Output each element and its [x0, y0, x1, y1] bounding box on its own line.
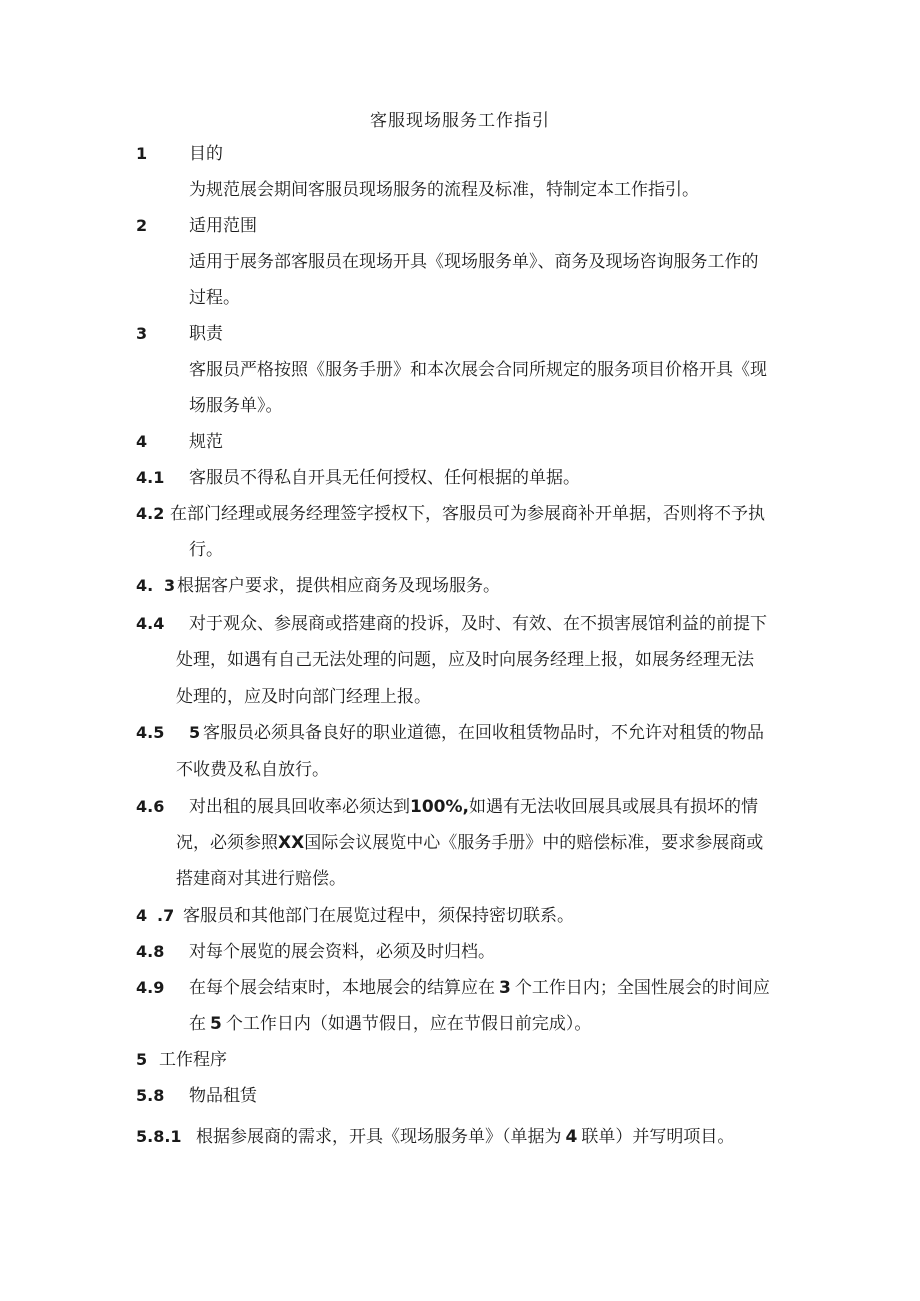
item-4-3-text: 根据客户要求，提供相应商务及现场服务。 [177, 576, 500, 596]
document-title: 客服现场服务工作指引 [370, 111, 550, 131]
item-5-8-heading: 物品租赁 [189, 1086, 257, 1106]
item-5-8-1-copies: 4 [565, 1127, 578, 1147]
section-1-number: 1 [136, 144, 148, 163]
item-4-5-number-part: 5 [189, 723, 201, 742]
item-4-4-text-line-1: 对于观众、参展商或搭建商的投诉，及时、有效、在不损害展馆利益的前提下 [189, 614, 767, 634]
item-4-6-text-line-1 [189, 795, 758, 819]
item-4-6-text-line-2-a: 况，必须参照 [176, 833, 278, 853]
section-3-heading: 职责 [189, 324, 223, 344]
item-4-4-text-line-2: 处理，如遇有自己无法处理的问题，应及时向展务经理上报，如展务经理无法 [176, 650, 754, 670]
item-5-8-1-text-a: 根据参展商的需求，开具《现场服务单》（单据为 [196, 1127, 562, 1147]
item-4-9-text-line-2 [189, 1012, 591, 1036]
item-4-6-text-line-2 [176, 831, 763, 855]
item-4-1-text: 客服员不得私自开具无任何授权、任何根据的单据。 [189, 468, 580, 488]
section-2-body-line-2: 过程。 [189, 288, 240, 308]
item-4-9-days-national: 5 [210, 1014, 222, 1034]
item-4-9-text-line-1 [189, 976, 770, 1000]
item-4-5-number: 4.5 [136, 723, 165, 742]
item-5-8-number: 5.8 [136, 1086, 165, 1105]
item-4-5-text-line-2: 不收费及私自放行。 [176, 760, 329, 780]
item-4-6-text-line-1-a: 对出租的展具回收率必须达到 [189, 797, 410, 817]
item-4-6-text-line-1-b: 如遇有无法收回展具或展具有损坏的情 [468, 797, 758, 817]
section-3-number: 3 [136, 324, 148, 343]
item-4-4-number: 4.4 [136, 614, 165, 633]
item-5-8-1-text [196, 1125, 734, 1149]
section-5-heading: 工作程序 [159, 1050, 227, 1070]
item-4-6-text-line-2-b: 国际会议展览中心《服务手册》中的赔偿标准，要求参展商或 [304, 833, 764, 853]
section-2-body-line-1: 适用于展务部客服员在现场开具《现场服务单》、商务及现场咨询服务工作的 [189, 252, 759, 272]
item-4-3-number: 4. [136, 576, 154, 595]
item-4-8-text: 对每个展览的展会资料，必须及时归档。 [189, 942, 495, 962]
item-4-7-text: 客服员和其他部门在展览过程中，须保持密切联系。 [183, 906, 574, 926]
item-4-1-number: 4.1 [136, 468, 165, 487]
item-4-9-text-line-1-a: 在每个展会结束时，本地展会的结算应在 [189, 978, 495, 998]
item-4-9-number: 4.9 [136, 978, 165, 997]
item-4-9-text-line-2-a: 在 [189, 1014, 206, 1034]
item-4-7-number: 4 [136, 906, 148, 925]
item-4-3-number-part: 3 [164, 576, 176, 595]
item-4-9-text-line-2-b: 个工作日内（如遇节假日，应在节假日前完成）。 [225, 1014, 592, 1034]
item-4-9-days-local: 3 [499, 978, 511, 998]
section-2-heading: 适用范围 [189, 216, 257, 236]
item-4-6-percentage: 100%, [410, 797, 469, 817]
item-4-4-text-line-3: 处理的，应及时向部门经理上报。 [176, 687, 431, 707]
item-4-2-number: 4.2 [136, 504, 165, 523]
section-3-body-line-2: 场服务单》。 [189, 396, 283, 416]
section-1-heading: 目的 [189, 144, 223, 164]
item-5-8-1-text-b: 联单）并写明项目。 [581, 1127, 735, 1147]
item-4-6-text-line-3: 搭建商对其进行赔偿。 [176, 869, 346, 889]
section-3-body-line-1: 客服员严格按照《服务手册》和本次展会合同所规定的服务项目价格开具《现 [189, 360, 767, 380]
item-4-6-xx: XX [278, 833, 305, 853]
item-4-9-text-line-1-b: 个工作日内；全国性展会的时间应 [514, 978, 770, 998]
section-1-body: 为规范展会期间客服员现场服务的流程及标准，特制定本工作指引。 [189, 180, 699, 200]
item-4-2-text-line-1: 在部门经理或展务经理签字授权下，客服员可为参展商补开单据，否则将不予执 [170, 504, 765, 524]
item-5-8-1-number: 5.8.1 [136, 1127, 182, 1146]
item-4-5-text-line-1: 客服员必须具备良好的职业道德，在回收租赁物品时，不允许对租赁的物品 [203, 723, 764, 743]
item-4-8-number: 4.8 [136, 942, 165, 961]
section-4-heading: 规范 [189, 432, 223, 452]
item-4-7-number-part: .7 [157, 906, 175, 925]
section-5-number: 5 [136, 1050, 148, 1069]
item-4-2-text-line-2: 行。 [189, 540, 223, 560]
section-4-number: 4 [136, 432, 148, 451]
item-4-6-number: 4.6 [136, 797, 165, 816]
section-2-number: 2 [136, 216, 148, 235]
